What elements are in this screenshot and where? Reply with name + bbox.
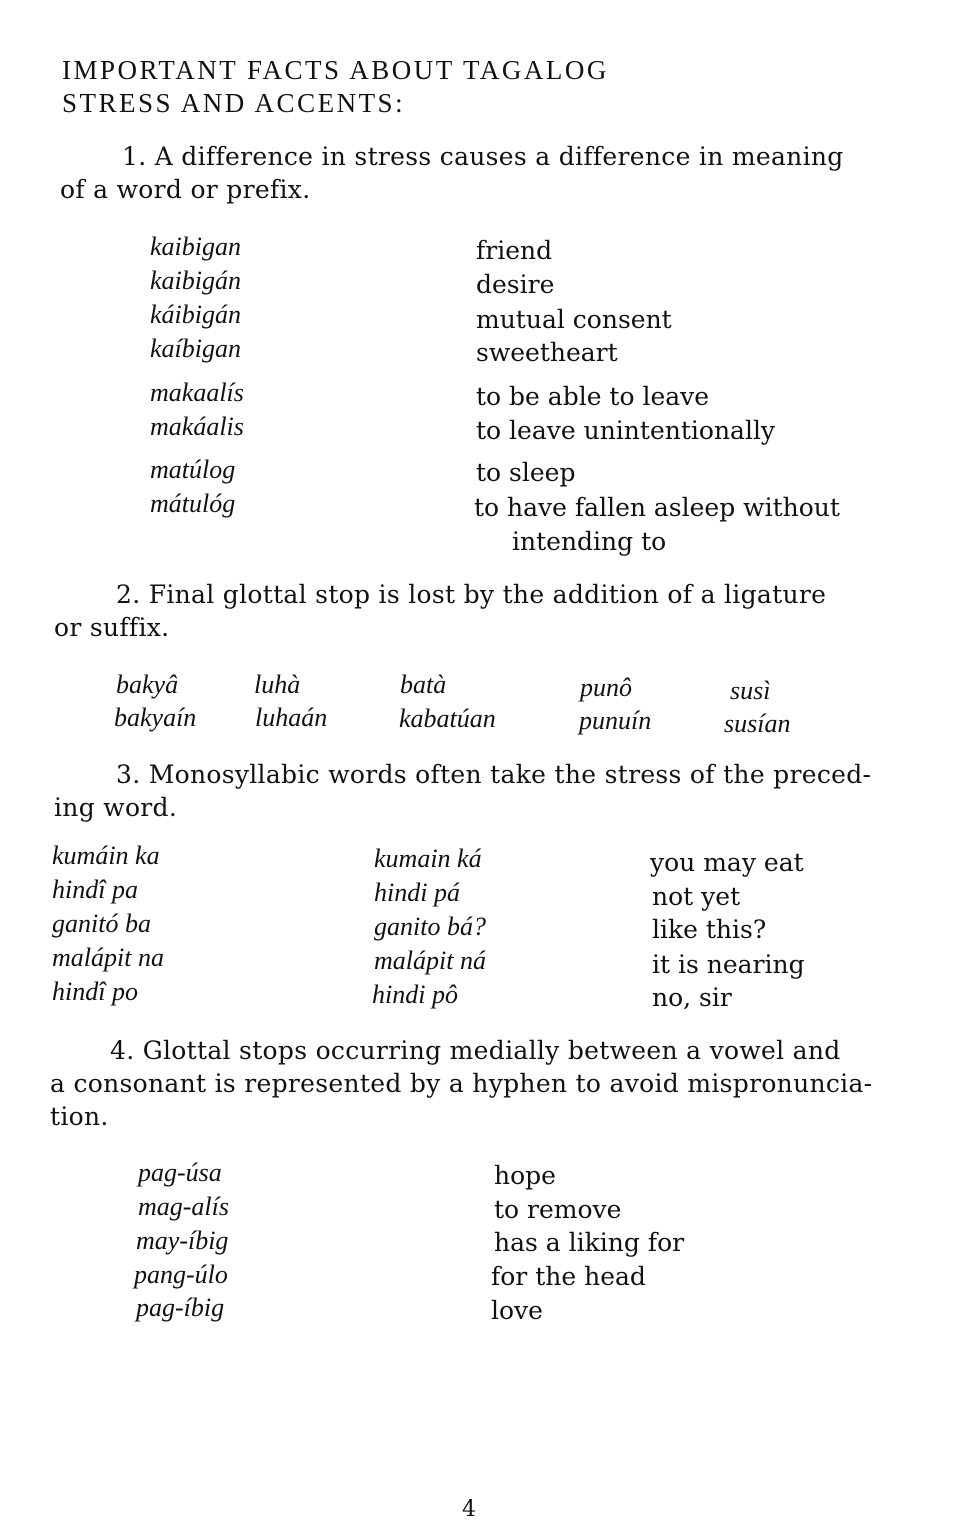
phrase-form-b: ganito bá? <box>374 912 486 941</box>
phrase-form-b: hindi pô <box>372 980 458 1009</box>
suffixed-word: kabatúan <box>399 704 496 733</box>
phrase-form-a: hindî pa <box>52 875 138 904</box>
phrase-form-b: kumain ká <box>374 844 482 873</box>
rule-text-line-2: of a word or prefix. <box>60 175 311 204</box>
base-word: punô <box>580 673 632 702</box>
english-meaning: no, sir <box>652 983 732 1012</box>
english-meaning: has a liking for <box>494 1228 685 1257</box>
english-meaning: to sleep <box>476 458 576 487</box>
english-meaning-continued: intending to <box>512 527 667 556</box>
suffixed-word: luhaán <box>255 703 328 732</box>
english-meaning: you may eat <box>650 848 804 877</box>
rule-1-paragraph <box>60 140 920 206</box>
english-meaning: for the head <box>491 1262 646 1291</box>
rule-text-line-2: or suffix. <box>54 613 170 642</box>
tagalog-word: kaibigan <box>150 232 241 261</box>
rule-text-line-1: A difference in stress causes a difference in meaning <box>154 142 844 171</box>
tagalog-word: mag-alís <box>138 1192 229 1221</box>
base-word: batà <box>400 670 447 699</box>
phrase-form-a: ganitó ba <box>52 909 151 938</box>
rule-number: 4. <box>110 1036 135 1065</box>
heading-line-2: STRESS AND ACCENTS: <box>62 88 406 118</box>
rule-text-line-2: ing word. <box>54 793 178 822</box>
tagalog-word: pag-íbig <box>136 1293 225 1322</box>
heading-line-1: IMPORTANT FACTS ABOUT TAGALOG <box>62 55 609 85</box>
english-meaning: to have fallen asleep without <box>474 493 840 522</box>
page-number: 4 <box>462 1497 476 1522</box>
english-meaning: to remove <box>494 1195 622 1224</box>
tagalog-word: pang-úlo <box>134 1260 228 1289</box>
tagalog-word: kaibigán <box>150 266 241 295</box>
suffixed-word: susían <box>724 709 791 738</box>
english-meaning: friend <box>476 236 553 265</box>
tagalog-word: makáalis <box>150 412 244 441</box>
tagalog-word: káibigán <box>150 300 241 329</box>
english-meaning: like this? <box>652 915 767 944</box>
rule-text-line-1: Monosyllabic words often take the stress of the preced- <box>148 760 872 789</box>
rule-text-line-1: Final glottal stop is lost by the addition of a ligature <box>148 580 827 609</box>
suffixed-word: bakyaín <box>114 703 197 732</box>
rule-number: 2. <box>116 580 141 609</box>
suffixed-word: punuín <box>579 706 652 735</box>
rule-number: 3. <box>116 760 141 789</box>
english-meaning: hope <box>494 1161 556 1190</box>
phrase-form-a: kumáin ka <box>52 841 160 870</box>
english-meaning: to be able to leave <box>476 382 710 411</box>
tagalog-word: matúlog <box>150 455 236 484</box>
rule-3-paragraph <box>54 758 924 824</box>
phrase-form-a: malápit na <box>52 943 164 972</box>
rule-text-line-3: tion. <box>50 1102 109 1131</box>
rule-4-paragraph <box>50 1034 930 1133</box>
phrase-form-b: hindi pá <box>374 878 460 907</box>
tagalog-word: mátulóg <box>150 489 236 518</box>
base-word: luhà <box>254 670 301 699</box>
rule-2-paragraph <box>54 578 924 644</box>
rule-text-line-1: Glottal stops occurring medially between a vowel and <box>142 1036 841 1065</box>
english-meaning: not yet <box>652 882 741 911</box>
base-word: susì <box>730 676 771 705</box>
english-meaning: desire <box>476 270 555 299</box>
phrase-form-b: malápit ná <box>374 946 486 975</box>
rule-number: 1. <box>122 142 147 171</box>
english-meaning: to leave unintentionally <box>476 416 776 445</box>
tagalog-word: pag-úsa <box>138 1158 222 1187</box>
tagalog-word: makaalís <box>150 378 244 407</box>
english-meaning: sweetheart <box>476 338 618 367</box>
english-meaning: love <box>491 1296 543 1325</box>
section-heading <box>62 54 609 120</box>
english-meaning: it is nearing <box>652 950 805 979</box>
tagalog-word: may-íbig <box>136 1226 229 1255</box>
tagalog-word: kaíbigan <box>150 334 241 363</box>
phrase-form-a: hindî po <box>52 977 138 1006</box>
base-word: bakyâ <box>116 670 179 699</box>
rule-text-line-2: a consonant is represented by a hyphen to avoid mispronuncia- <box>50 1069 873 1098</box>
english-meaning: mutual consent <box>476 305 672 334</box>
